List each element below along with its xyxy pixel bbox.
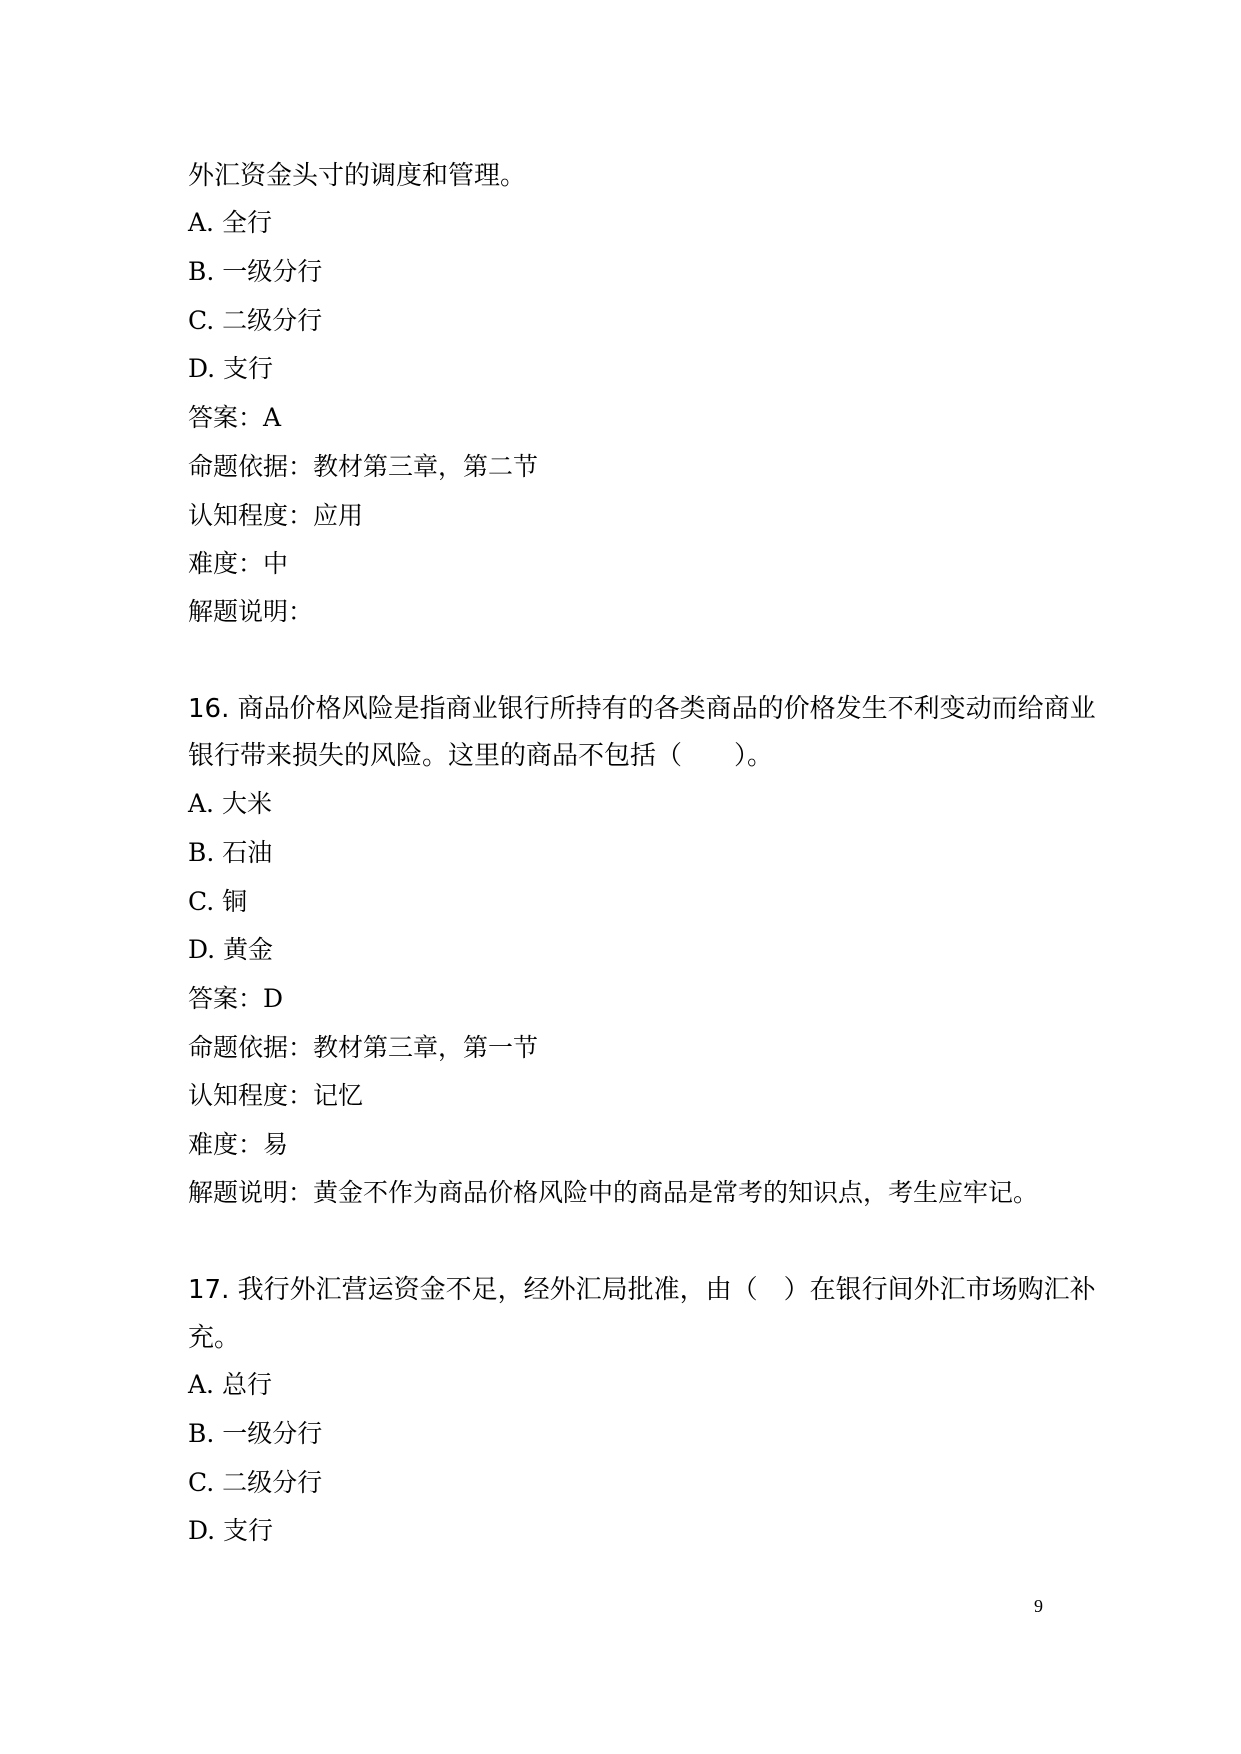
q16-basis: 命题依据：教材第三章，第一节 — [188, 1033, 539, 1062]
prev-answer: 答案：A — [188, 403, 282, 432]
prev-option-a: A. 全行 — [188, 208, 272, 237]
prev-option-d: D. 支行 — [188, 354, 274, 383]
q17-option-d: D. 支行 — [188, 1516, 274, 1545]
q16-stem-line2: 银行带来损失的风险。这里的商品不包括（ ）。 — [188, 741, 774, 771]
q17-option-c: C. 二级分行 — [188, 1468, 323, 1497]
q17-stem-line1: 17. 我行外汇营运资金不足，经外汇局批准，由（ ）在银行间外汇市场购汇补 — [188, 1275, 1096, 1305]
page-number: 9 — [1034, 1596, 1043, 1616]
q16-explanation: 解题说明：黄金不作为商品价格风险中的商品是常考的知识点，考生应牢记。 — [188, 1178, 1039, 1207]
q16-stem-line1: 16. 商品价格风险是指商业银行所持有的各类商品的价格发生不利变动而给商业 — [188, 694, 1096, 724]
q16-cognition: 认知程度：记忆 — [188, 1081, 364, 1110]
q16-answer: 答案：D — [188, 984, 284, 1013]
q17-option-b: B. 一级分行 — [188, 1419, 323, 1448]
q17-stem-line2: 充。 — [188, 1323, 241, 1353]
prev-option-b: B. 一级分行 — [188, 257, 323, 286]
prev-basis: 命题依据：教材第三章，第二节 — [188, 452, 539, 481]
q17-option-a: A. 总行 — [188, 1370, 272, 1399]
prev-cognition: 认知程度：应用 — [188, 501, 364, 530]
q16-option-c: C. 铜 — [188, 887, 248, 916]
q16-option-d: D. 黄金 — [188, 935, 274, 964]
q16-option-a: A. 大米 — [188, 789, 272, 818]
q16-option-b: B. 石油 — [188, 838, 273, 867]
prev-difficulty: 难度：中 — [188, 549, 289, 578]
prev-question-stem-tail: 外汇资金头寸的调度和管理。 — [188, 161, 527, 191]
prev-option-c: C. 二级分行 — [188, 306, 323, 335]
q16-difficulty: 难度：易 — [188, 1130, 289, 1159]
prev-explanation: 解题说明： — [188, 597, 314, 626]
